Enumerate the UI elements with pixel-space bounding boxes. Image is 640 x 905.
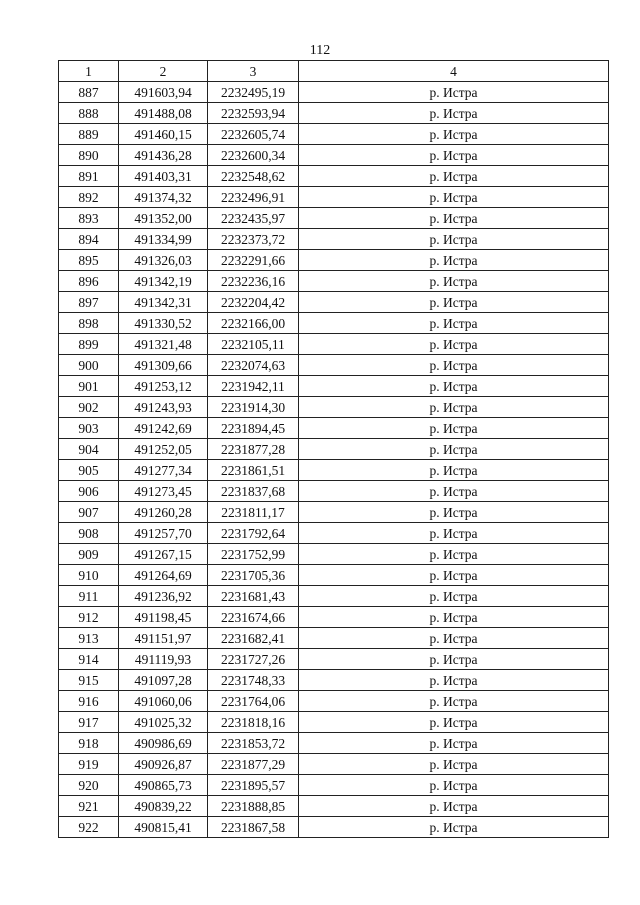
y-coordinate-cell: 2231705,36 <box>208 565 299 586</box>
description-cell: р. Истра <box>299 376 609 397</box>
y-coordinate-cell: 2231853,72 <box>208 733 299 754</box>
description-cell: р. Истра <box>299 733 609 754</box>
table-row <box>59 544 609 565</box>
point-number-cell: 894 <box>59 229 119 250</box>
point-number-cell: 914 <box>59 649 119 670</box>
description-cell: р. Истра <box>299 208 609 229</box>
point-number-cell: 891 <box>59 166 119 187</box>
coordinates-table <box>58 60 609 838</box>
table-row <box>59 229 609 250</box>
y-coordinate-cell: 2231942,11 <box>208 376 299 397</box>
table-row <box>59 82 609 103</box>
x-coordinate-cell: 490926,87 <box>119 754 208 775</box>
table-row <box>59 565 609 586</box>
point-number-cell: 908 <box>59 523 119 544</box>
description-cell: р. Истра <box>299 187 609 208</box>
description-cell: р. Истра <box>299 460 609 481</box>
table-row <box>59 313 609 334</box>
description-cell: р. Истра <box>299 481 609 502</box>
x-coordinate-cell: 491252,05 <box>119 439 208 460</box>
x-coordinate-cell: 491488,08 <box>119 103 208 124</box>
description-cell: р. Истра <box>299 439 609 460</box>
coordinates-table-container <box>58 60 609 838</box>
description-cell: р. Истра <box>299 523 609 544</box>
point-number-cell: 893 <box>59 208 119 229</box>
y-coordinate-cell: 2231877,28 <box>208 439 299 460</box>
table-row <box>59 586 609 607</box>
description-cell: р. Истра <box>299 82 609 103</box>
table-row <box>59 397 609 418</box>
table-row <box>59 712 609 733</box>
x-coordinate-cell: 491243,93 <box>119 397 208 418</box>
table-row <box>59 292 609 313</box>
point-number-cell: 907 <box>59 502 119 523</box>
point-number-cell: 889 <box>59 124 119 145</box>
description-cell: р. Истра <box>299 229 609 250</box>
column-header-3: 3 <box>208 61 299 82</box>
page-number: 112 <box>309 43 331 58</box>
point-number-cell: 903 <box>59 418 119 439</box>
table-row <box>59 670 609 691</box>
x-coordinate-cell: 491025,32 <box>119 712 208 733</box>
x-coordinate-cell: 491334,99 <box>119 229 208 250</box>
table-row <box>59 691 609 712</box>
description-cell: р. Истра <box>299 145 609 166</box>
y-coordinate-cell: 2232166,00 <box>208 313 299 334</box>
x-coordinate-cell: 491198,45 <box>119 607 208 628</box>
table-row <box>59 103 609 124</box>
y-coordinate-cell: 2232291,66 <box>208 250 299 271</box>
table-row <box>59 250 609 271</box>
x-coordinate-cell: 491374,32 <box>119 187 208 208</box>
point-number-cell: 913 <box>59 628 119 649</box>
x-coordinate-cell: 491342,31 <box>119 292 208 313</box>
y-coordinate-cell: 2232495,19 <box>208 82 299 103</box>
table-row <box>59 754 609 775</box>
description-cell: р. Истра <box>299 565 609 586</box>
table-row <box>59 775 609 796</box>
point-number-cell: 905 <box>59 460 119 481</box>
description-cell: р. Истра <box>299 775 609 796</box>
x-coordinate-cell: 490815,41 <box>119 817 208 838</box>
y-coordinate-cell: 2231914,30 <box>208 397 299 418</box>
table-row <box>59 502 609 523</box>
point-number-cell: 920 <box>59 775 119 796</box>
point-number-cell: 899 <box>59 334 119 355</box>
x-coordinate-cell: 491119,93 <box>119 649 208 670</box>
table-row <box>59 376 609 397</box>
y-coordinate-cell: 2231792,64 <box>208 523 299 544</box>
description-cell: р. Истра <box>299 418 609 439</box>
point-number-cell: 917 <box>59 712 119 733</box>
table-row <box>59 334 609 355</box>
point-number-cell: 901 <box>59 376 119 397</box>
x-coordinate-cell: 491403,31 <box>119 166 208 187</box>
point-number-cell: 896 <box>59 271 119 292</box>
x-coordinate-cell: 491603,94 <box>119 82 208 103</box>
x-coordinate-cell: 491264,69 <box>119 565 208 586</box>
point-number-cell: 906 <box>59 481 119 502</box>
description-cell: р. Истра <box>299 586 609 607</box>
y-coordinate-cell: 2231748,33 <box>208 670 299 691</box>
y-coordinate-cell: 2232204,42 <box>208 292 299 313</box>
table-row <box>59 187 609 208</box>
point-number-cell: 888 <box>59 103 119 124</box>
x-coordinate-cell: 491330,52 <box>119 313 208 334</box>
x-coordinate-cell: 490865,73 <box>119 775 208 796</box>
description-cell: р. Истра <box>299 691 609 712</box>
point-number-cell: 916 <box>59 691 119 712</box>
table-row <box>59 628 609 649</box>
y-coordinate-cell: 2232373,72 <box>208 229 299 250</box>
y-coordinate-cell: 2231682,41 <box>208 628 299 649</box>
description-cell: р. Истра <box>299 649 609 670</box>
x-coordinate-cell: 491326,03 <box>119 250 208 271</box>
description-cell: р. Истра <box>299 502 609 523</box>
table-row <box>59 796 609 817</box>
x-coordinate-cell: 491352,00 <box>119 208 208 229</box>
y-coordinate-cell: 2232593,94 <box>208 103 299 124</box>
description-cell: р. Истра <box>299 796 609 817</box>
table-row <box>59 607 609 628</box>
x-coordinate-cell: 491342,19 <box>119 271 208 292</box>
table-row <box>59 460 609 481</box>
y-coordinate-cell: 2232548,62 <box>208 166 299 187</box>
x-coordinate-cell: 491273,45 <box>119 481 208 502</box>
y-coordinate-cell: 2231811,17 <box>208 502 299 523</box>
y-coordinate-cell: 2232435,97 <box>208 208 299 229</box>
description-cell: р. Истра <box>299 355 609 376</box>
point-number-cell: 918 <box>59 733 119 754</box>
table-row <box>59 481 609 502</box>
column-header-4: 4 <box>299 61 609 82</box>
point-number-cell: 922 <box>59 817 119 838</box>
y-coordinate-cell: 2232074,63 <box>208 355 299 376</box>
x-coordinate-cell: 491260,28 <box>119 502 208 523</box>
table-row <box>59 166 609 187</box>
description-cell: р. Истра <box>299 334 609 355</box>
description-cell: р. Истра <box>299 250 609 271</box>
description-cell: р. Истра <box>299 754 609 775</box>
x-coordinate-cell: 491060,06 <box>119 691 208 712</box>
table-row <box>59 124 609 145</box>
x-coordinate-cell: 491253,12 <box>119 376 208 397</box>
table-row <box>59 733 609 754</box>
x-coordinate-cell: 491236,92 <box>119 586 208 607</box>
y-coordinate-cell: 2232105,11 <box>208 334 299 355</box>
y-coordinate-cell: 2232496,91 <box>208 187 299 208</box>
table-header-row <box>59 61 609 82</box>
x-coordinate-cell: 491097,28 <box>119 670 208 691</box>
point-number-cell: 912 <box>59 607 119 628</box>
x-coordinate-cell: 491242,69 <box>119 418 208 439</box>
x-coordinate-cell: 491460,15 <box>119 124 208 145</box>
table-row <box>59 817 609 838</box>
y-coordinate-cell: 2231764,06 <box>208 691 299 712</box>
y-coordinate-cell: 2232605,74 <box>208 124 299 145</box>
description-cell: р. Истра <box>299 292 609 313</box>
description-cell: р. Истра <box>299 817 609 838</box>
table-body <box>59 82 609 838</box>
description-cell: р. Истра <box>299 103 609 124</box>
y-coordinate-cell: 2231752,99 <box>208 544 299 565</box>
x-coordinate-cell: 491267,15 <box>119 544 208 565</box>
y-coordinate-cell: 2231888,85 <box>208 796 299 817</box>
table-row <box>59 355 609 376</box>
point-number-cell: 897 <box>59 292 119 313</box>
column-header-2: 2 <box>119 61 208 82</box>
point-number-cell: 911 <box>59 586 119 607</box>
table-row <box>59 523 609 544</box>
point-number-cell: 921 <box>59 796 119 817</box>
description-cell: р. Истра <box>299 628 609 649</box>
description-cell: р. Истра <box>299 607 609 628</box>
y-coordinate-cell: 2231681,43 <box>208 586 299 607</box>
point-number-cell: 892 <box>59 187 119 208</box>
y-coordinate-cell: 2231818,16 <box>208 712 299 733</box>
description-cell: р. Истра <box>299 166 609 187</box>
column-header-1: 1 <box>59 61 119 82</box>
table-row <box>59 271 609 292</box>
description-cell: р. Истра <box>299 544 609 565</box>
y-coordinate-cell: 2231867,58 <box>208 817 299 838</box>
x-coordinate-cell: 491151,97 <box>119 628 208 649</box>
y-coordinate-cell: 2232236,16 <box>208 271 299 292</box>
y-coordinate-cell: 2231895,57 <box>208 775 299 796</box>
x-coordinate-cell: 491277,34 <box>119 460 208 481</box>
x-coordinate-cell: 490986,69 <box>119 733 208 754</box>
description-cell: р. Истра <box>299 313 609 334</box>
point-number-cell: 915 <box>59 670 119 691</box>
point-number-cell: 890 <box>59 145 119 166</box>
point-number-cell: 895 <box>59 250 119 271</box>
y-coordinate-cell: 2231727,26 <box>208 649 299 670</box>
y-coordinate-cell: 2232600,34 <box>208 145 299 166</box>
description-cell: р. Истра <box>299 670 609 691</box>
description-cell: р. Истра <box>299 124 609 145</box>
table-row <box>59 649 609 670</box>
table-row <box>59 208 609 229</box>
y-coordinate-cell: 2231674,66 <box>208 607 299 628</box>
description-cell: р. Истра <box>299 712 609 733</box>
point-number-cell: 900 <box>59 355 119 376</box>
x-coordinate-cell: 491309,66 <box>119 355 208 376</box>
point-number-cell: 909 <box>59 544 119 565</box>
y-coordinate-cell: 2231837,68 <box>208 481 299 502</box>
x-coordinate-cell: 491321,48 <box>119 334 208 355</box>
x-coordinate-cell: 491436,28 <box>119 145 208 166</box>
point-number-cell: 919 <box>59 754 119 775</box>
point-number-cell: 904 <box>59 439 119 460</box>
table-row <box>59 418 609 439</box>
table-row <box>59 439 609 460</box>
description-cell: р. Истра <box>299 271 609 292</box>
y-coordinate-cell: 2231894,45 <box>208 418 299 439</box>
point-number-cell: 910 <box>59 565 119 586</box>
y-coordinate-cell: 2231877,29 <box>208 754 299 775</box>
y-coordinate-cell: 2231861,51 <box>208 460 299 481</box>
point-number-cell: 887 <box>59 82 119 103</box>
point-number-cell: 902 <box>59 397 119 418</box>
x-coordinate-cell: 490839,22 <box>119 796 208 817</box>
table-row <box>59 145 609 166</box>
description-cell: р. Истра <box>299 397 609 418</box>
x-coordinate-cell: 491257,70 <box>119 523 208 544</box>
point-number-cell: 898 <box>59 313 119 334</box>
